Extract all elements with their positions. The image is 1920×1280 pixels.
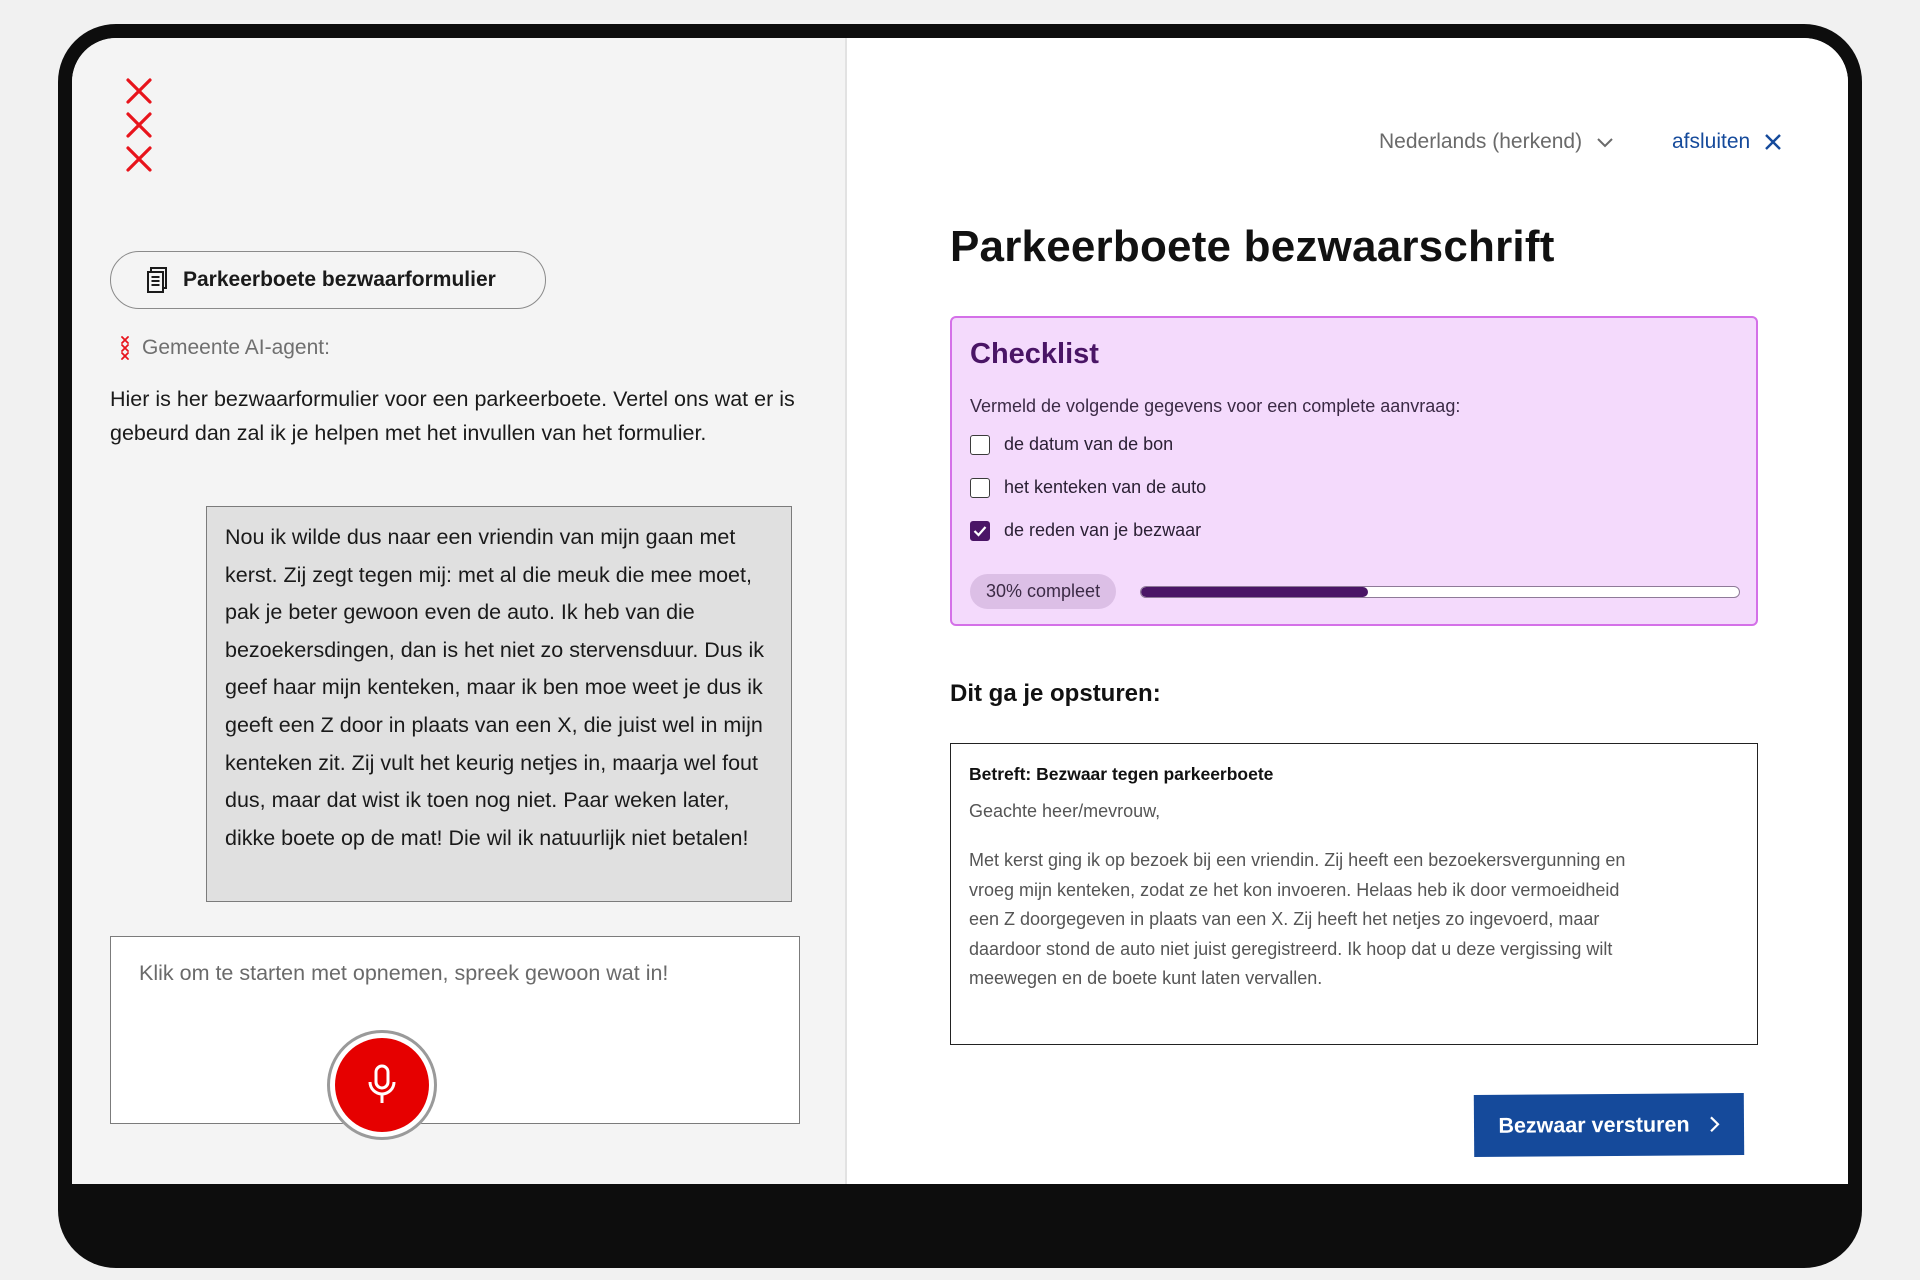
municipality-logo xyxy=(124,74,154,176)
letter-subject: Betreft: Bezwaar tegen parkeerboete xyxy=(969,764,1274,784)
language-label: Nederlands (herkend) xyxy=(1379,130,1583,153)
checklist-item-reason[interactable] xyxy=(970,520,1201,541)
send-heading: Dit ga je opsturen: xyxy=(950,680,1161,707)
checklist-item-label: het kenteken van de auto xyxy=(1004,477,1207,497)
agent-message: Hier is her bezwaarformulier voor een parkeerboete. Vertel ons wat er is gebeurd dan zal ik je helpen met het invullen van het formulier. xyxy=(110,387,795,445)
checklist-item-license-plate[interactable] xyxy=(970,477,1206,498)
letter-body: Met kerst ging ik op bezoek bij een vriendin. Zij heeft een bezoekersvergunning en vroeg mijn kenteken, zodat ze het kon invoeren. Helaas heb ik door vermoeidheid een Z doorgegeven in plaats van een X. Zij heeft het netjes zo ingevoerd, maar daardoor stond de auto niet juist geregistreerd. Ik hoop dat u deze vergissing wilt meewegen en de boete kunt laten vervallen. xyxy=(969,850,1626,988)
form-button[interactable] xyxy=(110,251,546,309)
checklist-heading: Checklist xyxy=(970,338,1099,370)
record-button-inner xyxy=(335,1038,429,1132)
letter-salutation: Geachte heer/mevrouw, xyxy=(969,801,1161,821)
language-selector[interactable] xyxy=(1379,130,1614,154)
document-icon xyxy=(145,266,169,294)
close-link[interactable] xyxy=(1672,130,1782,154)
chat-panel xyxy=(72,38,847,1184)
form-panel xyxy=(847,38,1848,1184)
agent-header xyxy=(120,335,330,361)
record-input[interactable] xyxy=(110,936,800,1124)
checklist-intro: Vermeld de volgende gegevens voor een complete aanvraag: xyxy=(970,396,1461,416)
microphone-icon xyxy=(365,1063,399,1107)
user-message: Nou ik wilde dus naar een vriendin van mijn gaan met kerst. Zij zegt tegen mij: met al die meuk die mee moet, pak je beter gewoon even de auto. Ik heb van die bezoekersdingen, dan is het niet zo stervensduur. Dus ik geef haar mijn kenteken, maar ik ben moe weet je dus ik geeft een Z door in plaats van een X, die juist wel in mijn kenteken zit. Zij vult het keurig netjes in, maarja wel fout dus, maar dat wist ik toen nog niet. Paar weken later, dikke boete op de mat! Die wil ik natuurlijk niet betalen! xyxy=(206,506,792,902)
letter-preview xyxy=(950,743,1758,1045)
agent-logo-icon xyxy=(120,335,130,361)
cross-icon xyxy=(124,108,154,142)
close-label: afsluiten xyxy=(1672,130,1751,153)
submit-label: Bezwaar versturen xyxy=(1498,1111,1690,1138)
checkbox[interactable] xyxy=(970,435,990,455)
record-placeholder: Klik om te starten met opnemen, spreek gewoon wat in! xyxy=(139,961,669,985)
agent-name: Gemeente AI-agent: xyxy=(142,336,330,359)
checkbox-checked[interactable] xyxy=(970,521,990,541)
progress-bar xyxy=(1140,586,1740,598)
screen xyxy=(72,38,1848,1184)
checklist-item-date[interactable] xyxy=(970,434,1173,455)
cross-icon xyxy=(124,74,154,108)
progress-fill xyxy=(1141,587,1368,597)
checkbox[interactable] xyxy=(970,478,990,498)
submit-button[interactable] xyxy=(1474,1093,1744,1157)
page-title: Parkeerboete bezwaarschrift xyxy=(950,222,1555,271)
checkmark-icon xyxy=(973,525,987,537)
cross-icon xyxy=(124,142,154,176)
form-button-label: Parkeerboete bezwaarformulier xyxy=(183,268,496,291)
progress-label: 30% compleet xyxy=(970,574,1116,609)
chevron-right-icon xyxy=(1708,1115,1720,1133)
close-icon xyxy=(1764,133,1782,151)
checklist-item-label: de reden van je bezwaar xyxy=(1004,520,1202,540)
checklist-panel xyxy=(950,316,1758,626)
checklist-item-label: de datum van de bon xyxy=(1004,434,1174,454)
record-button[interactable] xyxy=(327,1030,437,1140)
chevron-down-icon xyxy=(1596,136,1614,148)
